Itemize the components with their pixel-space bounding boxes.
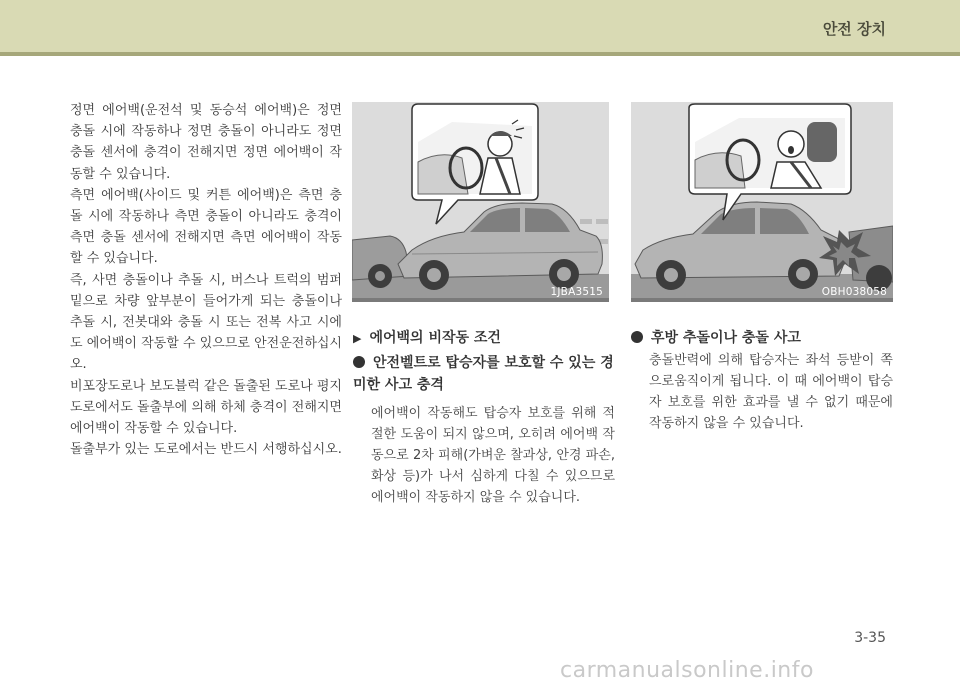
left-column-text (70, 100, 342, 460)
section-heading-text: 에어백의 비작동 조건 (369, 330, 501, 346)
paragraph-side-airbag: 측면 에어백(사이드 및 커튼 에어백)은 측면 충돌 시에 작동하나 측면 충돌이 아니라도 충격이 측면 충돌 센서에 전해지면 측면 에어백이 작동할 수 있습니다. (70, 187, 342, 267)
bullet-heading-minor-impact (353, 352, 615, 396)
bullet-dot-icon (353, 356, 365, 368)
section-heading (353, 327, 501, 347)
figure-minor-front-collision (352, 102, 609, 302)
minor-collision-illustration (352, 102, 609, 302)
page-number: 3-35 (854, 630, 886, 646)
paragraph-front-airbag: 정면 에어백(운전석 및 동승석 에어백)은 정면 충돌 시에 작동하나 정면 충돌이 아니라도 정면 충돌 센서에 충격이 전해지면 정면 에어백이 작동할 수 있습니다. (70, 103, 342, 182)
watermark: carmanualsonline.info (560, 658, 814, 683)
section-title: 안전 장치 (822, 20, 886, 38)
paragraph-unpaved-road: 비포장도로나 보도블럭 같은 돌출된 도로나 평지 도로에서도 돌출부에 의해 하체 충격이 전해지면 에어백이 작동할 수 있습니다. (70, 378, 342, 437)
figure-code-1: 1JBA3515 (550, 286, 603, 298)
bullet-heading-rear-collision-text: 후방 추돌이나 충돌 사고 (651, 330, 801, 346)
rear-collision-description: 충돌반력에 의해 탑승자는 좌석 등받이 쪽으로움직이게 됩니다. 이 때 에어백이 탑승자 보호를 위한 효과를 낼 수 없기 때문에 작동하지 않을 수 있습니다. (649, 353, 893, 431)
paragraph-slow-down: 돌출부가 있는 도로에서는 반드시 서행하십시오. (70, 442, 342, 458)
bullet-heading-rear-collision (631, 327, 893, 349)
figure-code-2: OBH038058 (821, 286, 887, 298)
figure-rear-collision (631, 102, 893, 302)
bullet-dot-icon (631, 331, 643, 343)
paragraph-oblique-collision: 즉, 사면 충돌이나 추돌 시, 버스나 트럭의 범퍼 밑으로 차량 앞부분이 들어가게 되는 충돌이나 추돌 시, 전봇대와 충돌 시 또는 전복 사고 시에도 에어백이 작동할 수 있으므로 안전운전하십시오. (70, 272, 342, 373)
bullet-heading-minor-impact-text: 안전벨트로 탑승자를 보호할 수 있는 경미한 사고 충격 (353, 355, 614, 393)
minor-impact-description: 에어백이 작동해도 탑승자 보호를 위해 적절한 도움이 되지 않으며, 오히려 에어백 작동으로 2차 피해(가벼운 찰과상, 안경 파손, 화상 등)가 나서 심하게 다칠 수 있으므로 에어백이 작동하지 않을 수 있습니다. (371, 406, 615, 505)
header-divider (0, 52, 960, 56)
triangle-right-icon: ▶ (353, 332, 362, 345)
page-header (0, 0, 960, 52)
rear-collision-illustration (631, 102, 893, 302)
